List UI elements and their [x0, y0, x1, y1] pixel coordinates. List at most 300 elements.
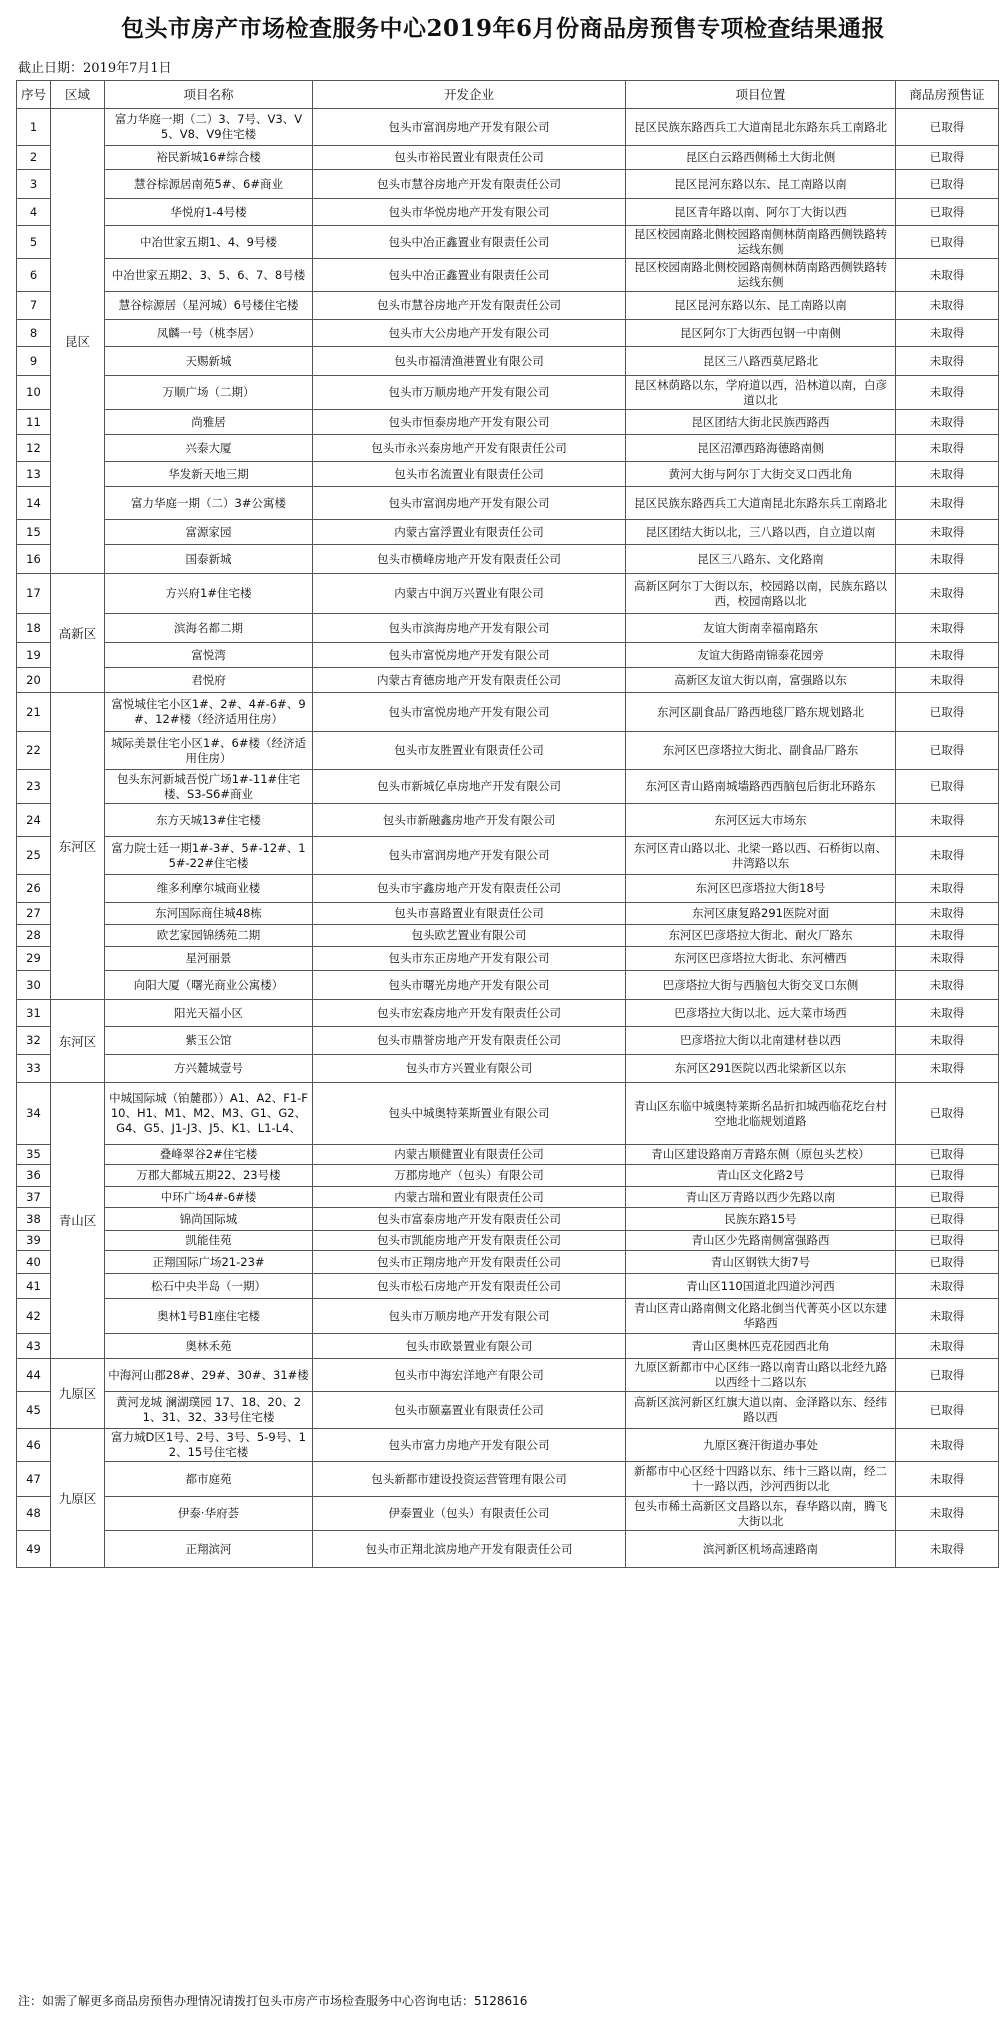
project-location: 昆区三八路东、文化路南	[626, 545, 896, 574]
permit-status: 已取得	[896, 146, 999, 170]
table-row	[17, 292, 999, 320]
table-row	[17, 1429, 999, 1462]
row-number: 36	[17, 1165, 51, 1187]
permit-status: 未取得	[896, 1274, 999, 1299]
project-name: 华悦府1-4号楼	[105, 199, 313, 226]
project-location: 东河区巴彦塔拉大街北、副食品厂路东	[626, 732, 896, 770]
permit-status: 未取得	[896, 971, 999, 1000]
table-row	[17, 1000, 999, 1027]
header-permit: 商品房预售证	[896, 81, 999, 109]
project-name: 华发新天地三期	[105, 462, 313, 487]
header-location: 项目位置	[626, 81, 896, 109]
developer-name: 内蒙古中润万兴置业有限公司	[313, 574, 626, 614]
developer-name: 包头市福清渔港置业有限公司	[313, 347, 626, 376]
row-number: 14	[17, 487, 51, 520]
permit-status: 未取得	[896, 668, 999, 693]
permit-status: 未取得	[896, 259, 999, 292]
permit-status: 未取得	[896, 837, 999, 875]
project-location: 昆区林荫路以东，学府道以西，沿林道以南，白彦道以北	[626, 376, 896, 410]
project-location: 青山区万青路以西少先路以南	[626, 1187, 896, 1208]
table-row	[17, 1027, 999, 1055]
permit-status: 已取得	[896, 1145, 999, 1165]
project-location: 青山区少先路南侧富强路西	[626, 1231, 896, 1251]
project-location: 高新区阿尔丁大街以东，校园路以南，民族东路以西，校园南路以北	[626, 574, 896, 614]
developer-name: 万郡房地产（包头）有限公司	[313, 1165, 626, 1187]
row-number: 11	[17, 410, 51, 435]
project-name: 富力院士廷一期1#-3#、5#-12#、15#-22#住宅楼	[105, 837, 313, 875]
row-number: 8	[17, 320, 51, 347]
table-row	[17, 971, 999, 1000]
permit-status: 未取得	[896, 520, 999, 545]
developer-name: 内蒙古富浮置业有限责任公司	[313, 520, 626, 545]
permit-status: 已取得	[896, 732, 999, 770]
table-row	[17, 770, 999, 804]
project-location: 青山区钢铁大街7号	[626, 1251, 896, 1274]
row-number: 44	[17, 1359, 51, 1392]
table-row	[17, 545, 999, 574]
row-number: 5	[17, 226, 51, 259]
permit-status: 已取得	[896, 170, 999, 199]
project-name: 东河国际商住城48栋	[105, 903, 313, 925]
permit-status: 已取得	[896, 770, 999, 804]
developer-name: 包头市凯能房地产开发有限责任公司	[313, 1231, 626, 1251]
developer-name: 包头市慧谷房地产开发有限责任公司	[313, 292, 626, 320]
project-name: 君悦府	[105, 668, 313, 693]
project-name: 中冶世家五期1、4、9号楼	[105, 226, 313, 259]
table-row	[17, 925, 999, 947]
project-location: 东河区青山路南城墙路西西脑包后街北环路东	[626, 770, 896, 804]
project-name: 松石中央半岛（一期）	[105, 1274, 313, 1299]
permit-status: 未取得	[896, 1497, 999, 1531]
developer-name: 包头欧艺置业有限公司	[313, 925, 626, 947]
project-location: 包头市稀土高新区文昌路以东，春华路以南，腾飞大街以北	[626, 1497, 896, 1531]
header-project: 项目名称	[105, 81, 313, 109]
footer-note: 注：如需了解更多商品房预售办理情况请拨打包头市房产市场检查服务中心咨询电话：5128616	[18, 1994, 528, 2008]
permit-status: 已取得	[896, 1392, 999, 1429]
date-line: 截止日期：2019年7月1日	[18, 61, 172, 76]
row-number: 28	[17, 925, 51, 947]
permit-status: 已取得	[896, 1165, 999, 1187]
project-name: 兴泰大厦	[105, 435, 313, 462]
developer-name: 包头市中海宏洋地产有限公司	[313, 1359, 626, 1392]
table-row	[17, 410, 999, 435]
table-row	[17, 170, 999, 199]
table-row	[17, 199, 999, 226]
district-cell: 高新区	[51, 574, 105, 693]
table-row	[17, 1251, 999, 1274]
project-location: 昆区昆河东路以东、昆工南路以南	[626, 170, 896, 199]
project-location: 昆区民族东路西兵工大道南昆北东路东兵工南路北	[626, 109, 896, 146]
district-cell: 昆区	[51, 109, 105, 574]
project-location: 巴彦塔拉大街以北南建材巷以西	[626, 1027, 896, 1055]
project-name: 中海河山郡28#、29#、30#、31#楼	[105, 1359, 313, 1392]
project-name: 富悦湾	[105, 643, 313, 668]
project-name: 奥林1号B1座住宅楼	[105, 1299, 313, 1334]
developer-name: 包头市富润房地产开发有限公司	[313, 487, 626, 520]
project-location: 青山区奥林匹克花园西北角	[626, 1334, 896, 1359]
developer-name: 包头市裕民置业有限责任公司	[313, 146, 626, 170]
project-location: 东河区291医院以西北梁新区以东	[626, 1055, 896, 1083]
developer-name: 包头市大公房地产开发有限公司	[313, 320, 626, 347]
project-name: 阳光天福小区	[105, 1000, 313, 1027]
table-row	[17, 1359, 999, 1392]
project-location: 东河区副食品厂路西地毯厂路东规划路北	[626, 693, 896, 732]
project-name: 都市庭苑	[105, 1462, 313, 1497]
permit-status: 未取得	[896, 1055, 999, 1083]
project-location: 青山区110国道北四道沙河西	[626, 1274, 896, 1299]
table-row	[17, 1187, 999, 1208]
header-developer: 开发企业	[313, 81, 626, 109]
project-location: 东河区巴彦塔拉大街北、东河槽西	[626, 947, 896, 971]
project-location: 青山区青山路南侧文化路北倒当代菁英小区以东建华路西	[626, 1299, 896, 1334]
developer-name: 包头中城奥特莱斯置业有限公司	[313, 1083, 626, 1145]
table-row	[17, 146, 999, 170]
project-location: 青山区建设路南万青路东侧（原包头艺校）	[626, 1145, 896, 1165]
project-name: 叠峰翠谷2#住宅楼	[105, 1145, 313, 1165]
project-location: 东河区巴彦塔拉大街18号	[626, 875, 896, 903]
developer-name: 包头市方兴置业有限公司	[313, 1055, 626, 1083]
row-number: 3	[17, 170, 51, 199]
project-name: 紫玉公馆	[105, 1027, 313, 1055]
project-location: 昆区三八路西莫尼路北	[626, 347, 896, 376]
permit-status: 未取得	[896, 1299, 999, 1334]
row-number: 12	[17, 435, 51, 462]
project-name: 中环广场4#-6#楼	[105, 1187, 313, 1208]
permit-status: 未取得	[896, 1531, 999, 1568]
table-row	[17, 226, 999, 259]
permit-status: 未取得	[896, 875, 999, 903]
permit-status: 已取得	[896, 1187, 999, 1208]
project-name: 伊泰·华府荟	[105, 1497, 313, 1531]
developer-name: 包头市宏森房地产开发有限责任公司	[313, 1000, 626, 1027]
permit-status: 未取得	[896, 462, 999, 487]
developer-name: 包头市富悦房地产开发有限公司	[313, 643, 626, 668]
developer-name: 包头市滨海房地产开发有限公司	[313, 614, 626, 643]
project-name: 中城国际城（铂麓郡））A1、A2、F1-F10、H1、M1、M2、M3、G1、G2、G4、G5、J1-J3、J5、K1、L1-L4、	[105, 1083, 313, 1145]
permit-status: 未取得	[896, 376, 999, 410]
project-name: 星河丽景	[105, 947, 313, 971]
district-cell: 九原区	[51, 1429, 105, 1568]
project-location: 昆区白云路西侧稀土大街北侧	[626, 146, 896, 170]
permit-status: 已取得	[896, 226, 999, 259]
permit-status: 未取得	[896, 643, 999, 668]
row-number: 26	[17, 875, 51, 903]
district-cell: 东河区	[51, 1000, 105, 1083]
project-location: 昆区沼潭西路海德路南侧	[626, 435, 896, 462]
project-location: 新都市中心区经十四路以东、纬十三路以南，经二十一路以西，沙河西街以北	[626, 1462, 896, 1497]
permit-status: 未取得	[896, 435, 999, 462]
project-name: 正翔滨河	[105, 1531, 313, 1568]
project-name: 包头东河新城吾悦广场1#-11#住宅楼、S3-S6#商业	[105, 770, 313, 804]
district-cell: 九原区	[51, 1359, 105, 1429]
row-number: 10	[17, 376, 51, 410]
row-number: 24	[17, 804, 51, 837]
developer-name: 包头市富润房地产开发有限公司	[313, 109, 626, 146]
project-location: 九原区赛汗街道办事处	[626, 1429, 896, 1462]
developer-name: 包头市富力房地产开发有限公司	[313, 1429, 626, 1462]
table-row	[17, 1208, 999, 1231]
row-number: 20	[17, 668, 51, 693]
project-location: 滨河新区机场高速路南	[626, 1531, 896, 1568]
header-no: 序号	[17, 81, 51, 109]
project-location: 友谊大街南幸福南路东	[626, 614, 896, 643]
row-number: 16	[17, 545, 51, 574]
developer-name: 内蒙古顺健置业有限责任公司	[313, 1145, 626, 1165]
project-location: 昆区阿尔丁大街西包钢一中南侧	[626, 320, 896, 347]
row-number: 21	[17, 693, 51, 732]
project-location: 九原区新都市中心区纬一路以南青山路以北经九路以西经十二路以东	[626, 1359, 896, 1392]
table-row	[17, 837, 999, 875]
permit-status: 未取得	[896, 545, 999, 574]
row-number: 41	[17, 1274, 51, 1299]
permit-status: 未取得	[896, 1027, 999, 1055]
table-row	[17, 875, 999, 903]
project-location: 昆区团结大街以北，三八路以西，自立道以南	[626, 520, 896, 545]
table-row	[17, 693, 999, 732]
row-number: 4	[17, 199, 51, 226]
developer-name: 包头市万顺房地产开发有限公司	[313, 1299, 626, 1334]
developer-name: 伊泰置业（包头）有限责任公司	[313, 1497, 626, 1531]
table-row	[17, 109, 999, 146]
row-number: 6	[17, 259, 51, 292]
table-row	[17, 487, 999, 520]
developer-name: 内蒙古育德房地产开发有限责任公司	[313, 668, 626, 693]
permit-status: 未取得	[896, 1000, 999, 1027]
project-name: 奥林禾苑	[105, 1334, 313, 1359]
project-location: 黄河大街与阿尔丁大街交叉口西北角	[626, 462, 896, 487]
results-table	[16, 80, 999, 1568]
project-location: 友谊大街路南锦泰花园旁	[626, 643, 896, 668]
row-number: 17	[17, 574, 51, 614]
row-number: 34	[17, 1083, 51, 1145]
table-row	[17, 1392, 999, 1429]
project-location: 昆区民族东路西兵工大道南昆北东路东兵工南路北	[626, 487, 896, 520]
district-cell: 青山区	[51, 1083, 105, 1359]
developer-name: 包头市颐嘉置业有限责任公司	[313, 1392, 626, 1429]
project-location: 东河区青山路以北、北梁一路以西、石桥街以南、井湾路以东	[626, 837, 896, 875]
project-name: 正翔国际广场21-23#	[105, 1251, 313, 1274]
table-row	[17, 614, 999, 643]
developer-name: 包头市万顺房地产开发有限公司	[313, 376, 626, 410]
permit-status: 未取得	[896, 947, 999, 971]
permit-status: 已取得	[896, 1359, 999, 1392]
table-row	[17, 947, 999, 971]
project-name: 城际美景住宅小区1#、6#楼（经济适用住房）	[105, 732, 313, 770]
row-number: 13	[17, 462, 51, 487]
table-row	[17, 259, 999, 292]
table-row	[17, 574, 999, 614]
table-row	[17, 1497, 999, 1531]
page-title: 包头市房产市场检查服务中心2019年6月份商品房预售专项检查结果通报	[120, 15, 886, 42]
table-row	[17, 1334, 999, 1359]
project-name: 方兴府1#住宅楼	[105, 574, 313, 614]
table-row	[17, 376, 999, 410]
table-row	[17, 643, 999, 668]
table-row	[17, 1055, 999, 1083]
developer-name: 包头市华悦房地产开发有限公司	[313, 199, 626, 226]
row-number: 48	[17, 1497, 51, 1531]
row-number: 37	[17, 1187, 51, 1208]
permit-status: 未取得	[896, 804, 999, 837]
developer-name: 包头市富润房地产开发有限公司	[313, 837, 626, 875]
permit-status: 未取得	[896, 1462, 999, 1497]
row-number: 7	[17, 292, 51, 320]
project-location: 青山区东临中城奥特莱斯名品折扣城西临花圪台村空地北临规划道路	[626, 1083, 896, 1145]
project-name: 凤麟一号（桃李居）	[105, 320, 313, 347]
row-number: 30	[17, 971, 51, 1000]
developer-name: 包头市富泰房地产开发有限责任公司	[313, 1208, 626, 1231]
table-row	[17, 903, 999, 925]
row-number: 25	[17, 837, 51, 875]
developer-name: 包头市喜路置业有限责任公司	[313, 903, 626, 925]
project-name: 中冶世家五期2、3、5、6、7、8号楼	[105, 259, 313, 292]
project-name: 东方天城13#住宅楼	[105, 804, 313, 837]
project-location: 民族东路15号	[626, 1208, 896, 1231]
developer-name: 包头市鼎誉房地产开发有限责任公司	[313, 1027, 626, 1055]
row-number: 45	[17, 1392, 51, 1429]
row-number: 39	[17, 1231, 51, 1251]
project-name: 富力华庭一期（二）3#公寓楼	[105, 487, 313, 520]
permit-status: 未取得	[896, 347, 999, 376]
developer-name: 包头市横峰房地产开发有限责任公司	[313, 545, 626, 574]
row-number: 1	[17, 109, 51, 146]
row-number: 29	[17, 947, 51, 971]
developer-name: 包头市友胜置业有限责任公司	[313, 732, 626, 770]
permit-status: 未取得	[896, 574, 999, 614]
project-location: 昆区青年路以南、阿尔丁大街以西	[626, 199, 896, 226]
permit-status: 已取得	[896, 1231, 999, 1251]
project-name: 锦尚国际城	[105, 1208, 313, 1231]
project-location: 东河区巴彦塔拉大街北、耐火厂路东	[626, 925, 896, 947]
permit-status: 已取得	[896, 199, 999, 226]
row-number: 22	[17, 732, 51, 770]
developer-name: 包头市宇鑫房地产开发有限责任公司	[313, 875, 626, 903]
developer-name: 包头市恒泰房地产开发有限公司	[313, 410, 626, 435]
developer-name: 包头中冶正鑫置业有限责任公司	[313, 226, 626, 259]
permit-status: 已取得	[896, 109, 999, 146]
permit-status: 已取得	[896, 1083, 999, 1145]
project-name: 慧谷棕源居（星河城）6号楼住宅楼	[105, 292, 313, 320]
row-number: 42	[17, 1299, 51, 1334]
row-number: 49	[17, 1531, 51, 1568]
project-location: 昆区昆河东路以东、昆工南路以南	[626, 292, 896, 320]
table-row	[17, 1231, 999, 1251]
project-name: 富力华庭一期（二）3、7号、V3、V5、V8、V9住宅楼	[105, 109, 313, 146]
permit-status: 已取得	[896, 1251, 999, 1274]
row-number: 23	[17, 770, 51, 804]
developer-name: 包头市东正房地产开发有限公司	[313, 947, 626, 971]
developer-name: 内蒙古瑞和置业有限责任公司	[313, 1187, 626, 1208]
project-name: 尚雅居	[105, 410, 313, 435]
project-name: 慧谷棕源居南苑5#、6#商业	[105, 170, 313, 199]
row-number: 27	[17, 903, 51, 925]
table-row	[17, 732, 999, 770]
developer-name: 包头市新融鑫房地产开发有限公司	[313, 804, 626, 837]
row-number: 32	[17, 1027, 51, 1055]
project-name: 黄河龙城 澜湖璞园 17、18、20、21、31、32、33号住宅楼	[105, 1392, 313, 1429]
developer-name: 包头市富悦房地产开发有限公司	[313, 693, 626, 732]
table-row	[17, 462, 999, 487]
project-name: 国泰新城	[105, 545, 313, 574]
table-row	[17, 1299, 999, 1334]
project-name: 万顺广场（二期）	[105, 376, 313, 410]
project-location: 昆区校园南路北侧校园路南侧林荫南路西侧铁路转运线东侧	[626, 226, 896, 259]
table-row	[17, 320, 999, 347]
project-location: 昆区校园南路北侧校园路南侧林荫南路西侧铁路转运线东侧	[626, 259, 896, 292]
developer-name: 包头新都市建设投资运营管理有限公司	[313, 1462, 626, 1497]
project-name: 富悦城住宅小区1#、2#、4#-6#、9#、12#楼（经济适用住房）	[105, 693, 313, 732]
project-location: 巴彦塔拉大街与西脑包大街交叉口东侧	[626, 971, 896, 1000]
permit-status: 已取得	[896, 693, 999, 732]
row-number: 18	[17, 614, 51, 643]
developer-name: 包头市慧谷房地产开发有限责任公司	[313, 170, 626, 199]
developer-name: 包头市名流置业有限责任公司	[313, 462, 626, 487]
row-number: 38	[17, 1208, 51, 1231]
permit-status: 未取得	[896, 1429, 999, 1462]
table-row	[17, 668, 999, 693]
table-header-row	[17, 81, 999, 109]
row-number: 43	[17, 1334, 51, 1359]
project-name: 向阳大厦（曙光商业公寓楼）	[105, 971, 313, 1000]
row-number: 35	[17, 1145, 51, 1165]
table-row	[17, 435, 999, 462]
table-row	[17, 1083, 999, 1145]
header-district: 区域	[51, 81, 105, 109]
table-row	[17, 347, 999, 376]
project-name: 万郡大都城五期22、23号楼	[105, 1165, 313, 1187]
permit-status: 未取得	[896, 487, 999, 520]
row-number: 2	[17, 146, 51, 170]
project-name: 凯能佳苑	[105, 1231, 313, 1251]
project-name: 裕民新城16#综合楼	[105, 146, 313, 170]
permit-status: 已取得	[896, 1208, 999, 1231]
table-row	[17, 1462, 999, 1497]
project-name: 天赐新城	[105, 347, 313, 376]
project-name: 方兴麓城壹号	[105, 1055, 313, 1083]
project-name: 欧艺家园锦绣苑二期	[105, 925, 313, 947]
row-number: 15	[17, 520, 51, 545]
developer-name: 包头市新城亿卓房地产开发有限公司	[313, 770, 626, 804]
row-number: 33	[17, 1055, 51, 1083]
developer-name: 包头市松石房地产开发有限责任公司	[313, 1274, 626, 1299]
table-row	[17, 1531, 999, 1568]
developer-name: 包头市曙光房地产开发有限公司	[313, 971, 626, 1000]
developer-name: 包头中冶正鑫置业有限责任公司	[313, 259, 626, 292]
row-number: 46	[17, 1429, 51, 1462]
permit-status: 未取得	[896, 925, 999, 947]
permit-status: 未取得	[896, 1334, 999, 1359]
developer-name: 包头市正翔房地产开发有限责任公司	[313, 1251, 626, 1274]
developer-name: 包头市永兴泰房地产开发有限责任公司	[313, 435, 626, 462]
permit-status: 未取得	[896, 410, 999, 435]
developer-name: 包头市正翔北滨房地产开发有限责任公司	[313, 1531, 626, 1568]
permit-status: 未取得	[896, 292, 999, 320]
permit-status: 未取得	[896, 320, 999, 347]
permit-status: 未取得	[896, 903, 999, 925]
row-number: 47	[17, 1462, 51, 1497]
project-name: 滨海名都二期	[105, 614, 313, 643]
table-row	[17, 804, 999, 837]
project-name: 富源家园	[105, 520, 313, 545]
table-row	[17, 1165, 999, 1187]
project-location: 高新区友谊大街以南，富强路以东	[626, 668, 896, 693]
project-location: 高新区滨河新区红旗大道以南、金泽路以东、经纬路以西	[626, 1392, 896, 1429]
project-location: 昆区团结大街北民族西路西	[626, 410, 896, 435]
district-cell: 东河区	[51, 693, 105, 1000]
table-row	[17, 1274, 999, 1299]
row-number: 40	[17, 1251, 51, 1274]
project-name: 富力城D区1号、2号、3号、5-9号、12、15号住宅楼	[105, 1429, 313, 1462]
